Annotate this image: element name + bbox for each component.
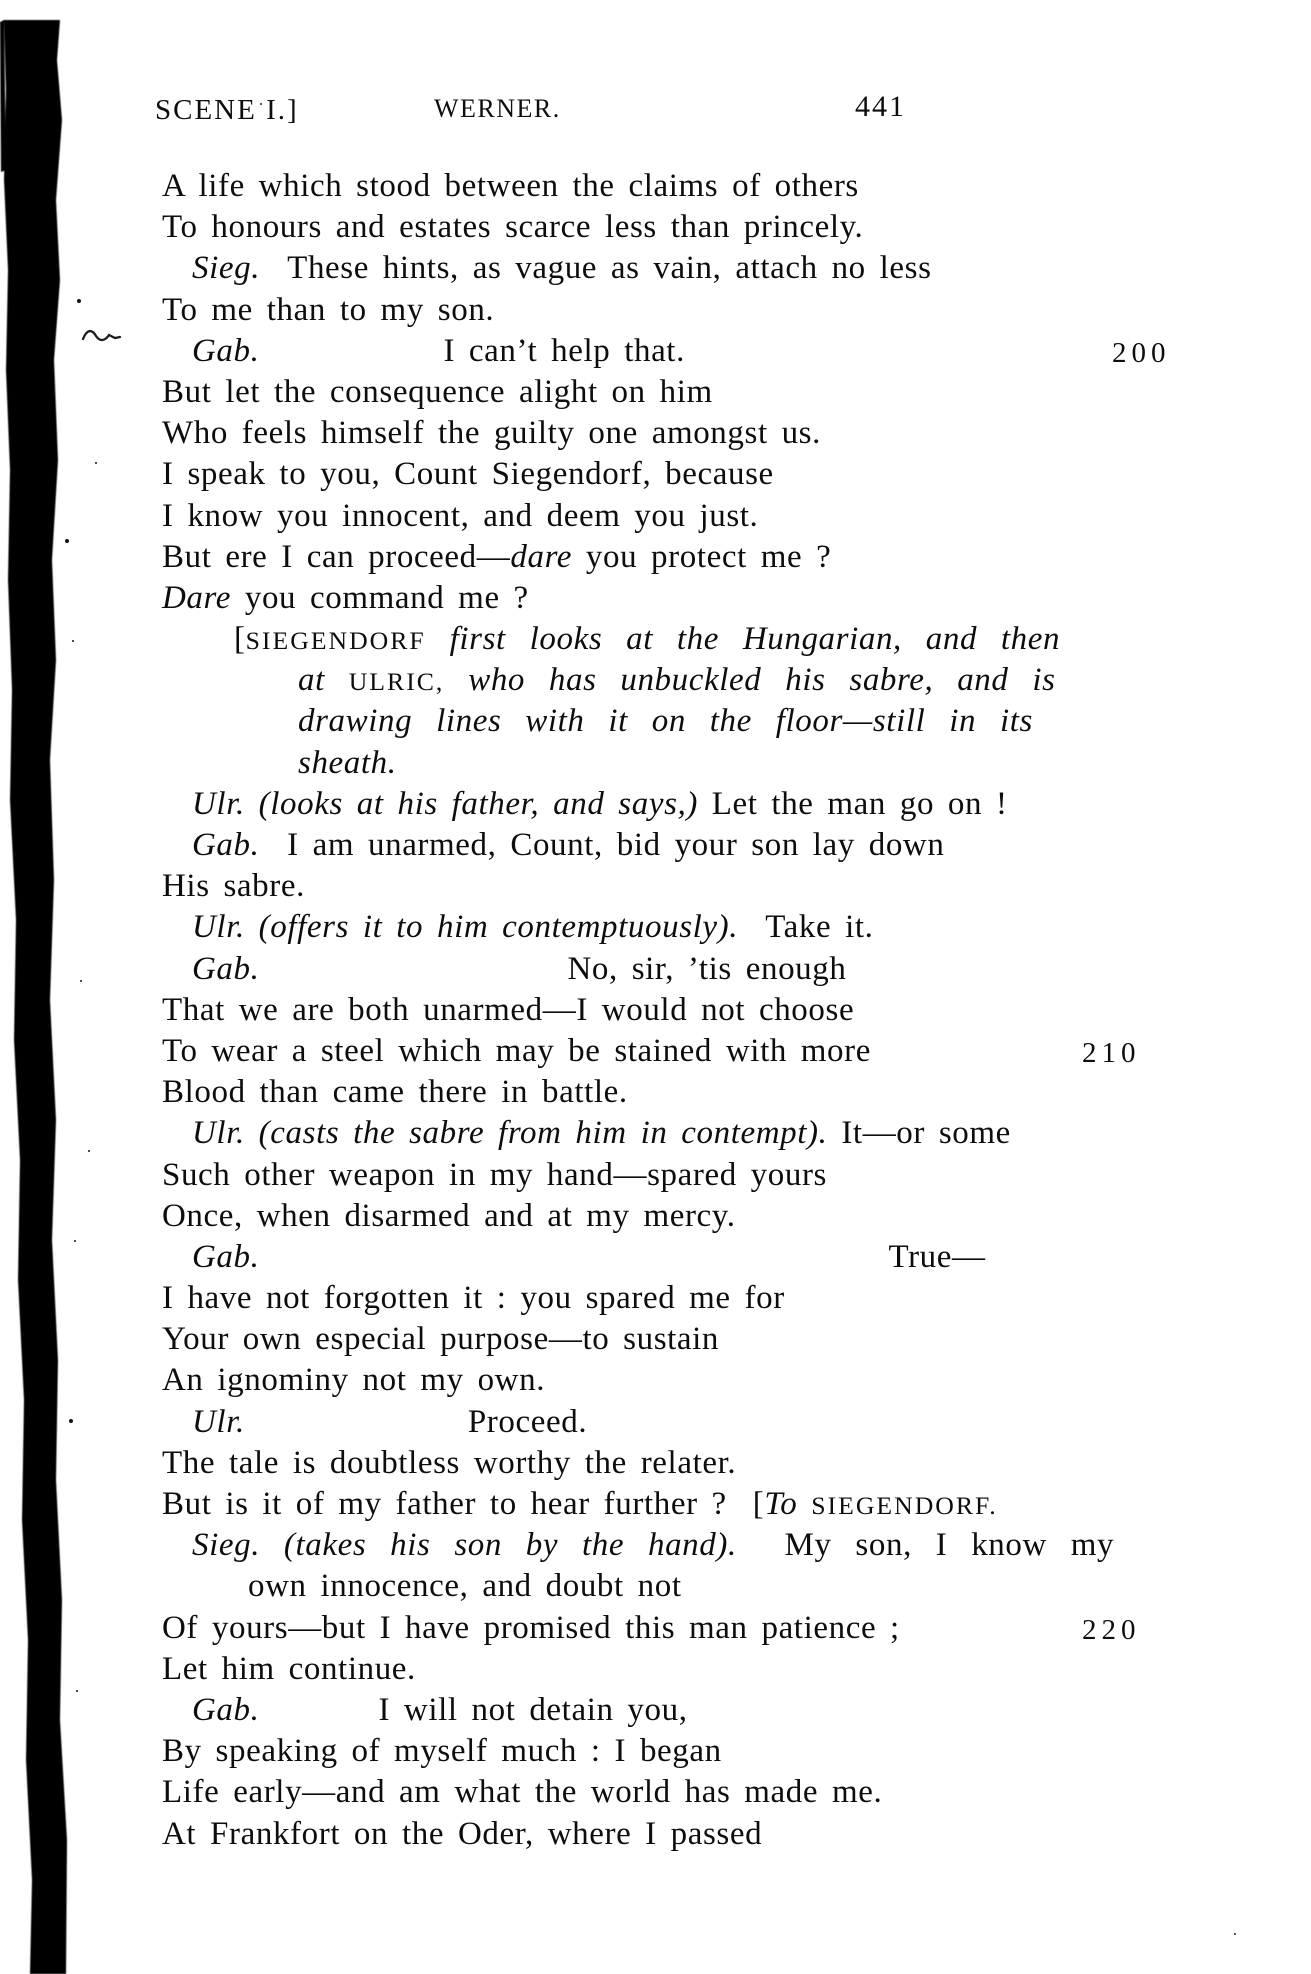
text-segment: I am unarmed, Count, bid your son lay down: [259, 827, 945, 863]
text-segment: I can’t help that.: [443, 332, 685, 369]
italic-text: Sieg. (takes his son by the hand).: [192, 1527, 737, 1564]
text-segment: [: [752, 1486, 765, 1522]
spacing-gap: [259, 978, 567, 979]
verse-line-number: 220: [1082, 1613, 1141, 1646]
text-segment: His sabre.: [162, 868, 305, 905]
text-segment: An ignominy not my own.: [162, 1362, 546, 1399]
text-segment: At Frankfort on the Oder, where I passed: [162, 1815, 763, 1852]
text-block: [162, 166, 1172, 1855]
spacing-gap: [259, 1266, 888, 1267]
italic-text: Ulr. (casts the sabre from him in contempt).: [192, 1115, 828, 1152]
play-line: [192, 907, 1172, 948]
scan-speckles: [0, 0, 2, 2]
text-segment: By speaking of myself much : I began: [162, 1733, 722, 1770]
scan-gutter-shadow: [0, 0, 90, 1974]
italic-text: Dare: [162, 579, 231, 616]
text-segment: But let the consequence alight on him: [162, 373, 713, 410]
text-segment: I have not forgotten it : you spared me for: [162, 1280, 785, 1317]
text-segment: But is it of my father to hear further ?: [162, 1486, 727, 1522]
play-line: [298, 743, 1172, 784]
play-line: [162, 1649, 1172, 1690]
text-segment: It—or some: [827, 1115, 1011, 1152]
play-line: [192, 1690, 1172, 1731]
text-segment: The tale is doubtless worthy the relater.: [162, 1444, 737, 1481]
text-segment: [: [234, 621, 246, 658]
italic-text: first looks at the Hungarian, and then: [425, 621, 1061, 658]
text-segment: I know you innocent, and deem you just.: [162, 497, 759, 534]
text-segment: Let him continue.: [162, 1650, 416, 1687]
play-line: [162, 166, 1172, 207]
play-line: [162, 866, 1172, 907]
play-line: [162, 454, 1172, 495]
play-line: [162, 372, 1172, 413]
text-segment: To honours and estates scarce less than princely.: [162, 209, 864, 246]
text-segment: you command me ?: [231, 579, 529, 616]
text-segment: Let the man go on !: [697, 785, 1008, 822]
italic-text: at: [298, 662, 349, 699]
play-line: [192, 1402, 1172, 1443]
italic-text: Ulr. (looks at his father, and says,): [192, 785, 698, 822]
verse-line-number: 210: [1082, 1036, 1141, 1069]
italic-text: To: [764, 1486, 812, 1522]
spacing-gap: [727, 1513, 753, 1514]
play-line: [162, 1155, 1172, 1196]
text-segment: Who feels himself the guilty one amongst us.: [162, 415, 821, 452]
italic-text: who has unbuckled his sabre, and is: [444, 662, 1056, 699]
play-line: [162, 1443, 1172, 1484]
spacing-gap: [259, 1719, 378, 1720]
play-line: [162, 1196, 1172, 1237]
text-segment: Your own especial purpose—to sustain: [162, 1321, 720, 1358]
text-segment: Proceed.: [467, 1403, 588, 1440]
play-line: [162, 1608, 1172, 1649]
play-line: [162, 1484, 1172, 1525]
play-line: [162, 1072, 1172, 1113]
scene-label: SCENE I.]: [155, 94, 299, 126]
spacing-gap: [259, 360, 443, 361]
text-segment: Once, when disarmed and at my mercy.: [162, 1197, 736, 1234]
verse-line-number: 200: [1112, 336, 1171, 369]
play-line: [298, 660, 1172, 701]
text-segment: No, sir, ’tis enough: [567, 950, 847, 987]
play-line: [162, 990, 1172, 1031]
play-line: [162, 207, 1172, 248]
italic-text: Gab.: [192, 827, 260, 863]
italic-text: Ulr. (offers it to him contemptuously).: [192, 909, 739, 946]
smallcaps-character-name: ULRIC,: [348, 667, 445, 697]
smallcaps-character-name: SIEGENDORF.: [811, 1491, 998, 1520]
play-line: [162, 537, 1172, 578]
text-segment: you protect me ?: [572, 538, 832, 575]
text-segment: I speak to you, Count Siegendorf, because: [162, 456, 774, 493]
page-number: 441: [855, 90, 906, 123]
text-segment: But ere I can proceed—: [162, 538, 511, 575]
play-line: [234, 619, 1172, 660]
text-segment: Of yours—but I have promised this man patience ;: [162, 1609, 900, 1646]
italic-text: dare: [510, 538, 573, 575]
text-segment: True—: [888, 1238, 986, 1275]
play-line: [162, 413, 1172, 454]
play-line: [248, 1566, 1172, 1607]
text-segment: own innocence, and doubt not: [248, 1568, 682, 1605]
text-segment: That we are both unarmed—I would not choose: [162, 991, 855, 1028]
italic-text: sheath.: [298, 744, 397, 781]
play-line: [192, 1525, 1172, 1566]
margin-squiggle-mark: [80, 324, 124, 350]
play-line: [192, 825, 1172, 866]
smallcaps-character-name: SIEGENDORF: [245, 626, 426, 656]
play-line: [162, 1278, 1172, 1319]
play-line: [162, 1319, 1172, 1360]
text-segment: I will not detain you,: [378, 1691, 688, 1728]
italic-text: Gab.: [192, 1238, 260, 1275]
play-line: [162, 578, 1172, 619]
italic-text: Sieg.: [192, 250, 261, 287]
play-line: [162, 290, 1172, 331]
text-segment: To me than to my son.: [162, 291, 495, 328]
italic-text: drawing lines with it on the floor—still in its: [298, 703, 1033, 740]
text-segment: These hints, as vague as vain, attach no less: [260, 250, 932, 287]
play-line: [192, 1113, 1172, 1154]
play-line: [162, 1360, 1172, 1401]
text-segment: My son, I know my: [736, 1527, 1115, 1564]
play-line: [162, 1031, 1172, 1072]
play-line: [192, 784, 1172, 825]
text-segment: Such other weapon in my hand—spared yours: [162, 1156, 827, 1193]
italic-text: Ulr.: [192, 1403, 245, 1440]
play-line: [298, 701, 1172, 742]
spacing-gap: [245, 1431, 468, 1432]
play-line: [162, 1772, 1172, 1813]
text-segment: Take it.: [738, 909, 874, 946]
play-line: [192, 949, 1172, 990]
text-segment: A life which stood between the claims of others: [162, 168, 859, 204]
play-line: [192, 248, 1172, 289]
text-segment: Blood than came there in battle.: [162, 1074, 628, 1111]
text-segment: To wear a steel which may be stained with more: [162, 1032, 871, 1069]
play-line: [192, 331, 1172, 372]
italic-text: Gab.: [192, 950, 260, 987]
play-line: [162, 1731, 1172, 1772]
italic-text: Gab.: [192, 332, 260, 369]
running-title: WERNER.: [434, 94, 561, 123]
play-line: [162, 496, 1172, 537]
italic-text: Gab.: [192, 1691, 260, 1728]
play-line: [192, 1237, 1172, 1278]
text-segment: Life early—and am what the world has made me.: [162, 1774, 883, 1811]
play-line: [162, 1814, 1172, 1855]
